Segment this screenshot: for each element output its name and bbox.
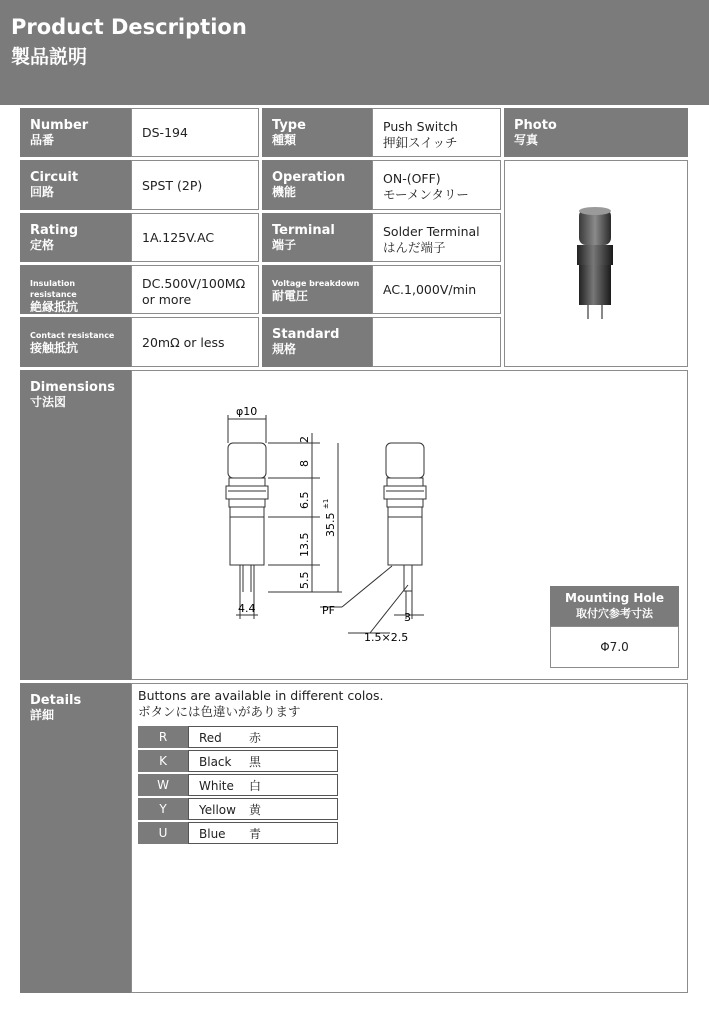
dim-8: 8 (298, 460, 311, 467)
operation-value-en: ON-(OFF) (383, 171, 441, 186)
circuit-value-text: SPST (2P) (142, 178, 203, 193)
details-label-en: Details (30, 693, 82, 708)
terminal-label (262, 213, 372, 262)
type-label-jp: 種類 (272, 133, 297, 147)
color-row (138, 774, 338, 796)
dim-phi: φ10 (236, 405, 258, 418)
dim-3: 3 (404, 611, 411, 624)
insulation-label-jp: 絶縁抵抗 (30, 300, 79, 314)
insulation-value-2: or more (142, 292, 192, 307)
contact-label-jp: 接触抵抗 (30, 341, 79, 355)
color-code: R (138, 726, 188, 748)
color-name-en: White (199, 778, 234, 793)
circuit-label-jp: 回路 (30, 185, 55, 199)
color-row (138, 798, 338, 820)
color-name (188, 726, 338, 748)
dimensions-label (20, 370, 131, 680)
dim-6-5: 6.5 (298, 491, 311, 509)
operation-value-jp: モーメンタリー (383, 187, 469, 202)
rating-label-jp: 定格 (30, 238, 55, 252)
terminal-value-jp: はんだ端子 (383, 240, 446, 255)
photo-label-jp: 写真 (514, 133, 539, 147)
photo-label-en: Photo (514, 118, 557, 133)
mounting-hole-header (550, 586, 679, 626)
dim-pf: PF (322, 604, 335, 617)
dim-2: 2 (298, 436, 311, 443)
dim-13-5: 13.5 (298, 532, 311, 557)
number-label (20, 108, 131, 157)
terminal-value-en: Solder Terminal (383, 224, 480, 239)
mounting-hole-title-en: Mounting Hole (565, 591, 664, 605)
operation-label-en: Operation (272, 170, 346, 185)
color-name-jp: 黒 (249, 754, 262, 769)
page-title-jp: 製品説明 (11, 46, 88, 68)
page-title: Product Description (11, 15, 247, 39)
number-value-text: DS-194 (142, 125, 188, 140)
color-code: W (138, 774, 188, 796)
insulation-label (20, 265, 131, 314)
color-name-en: Yellow (199, 802, 236, 817)
color-code: K (138, 750, 188, 772)
color-name (188, 774, 338, 796)
details-text-jp: ボタンには色違いがあります (138, 704, 301, 719)
operation-value (372, 160, 501, 210)
rating-value (131, 213, 259, 262)
color-row (138, 726, 338, 748)
insulation-value (131, 265, 259, 314)
operation-label-jp: 機能 (272, 185, 297, 199)
color-name-jp: 赤 (249, 730, 262, 745)
standard-label-jp: 規格 (272, 342, 297, 356)
details-label-jp: 詳細 (30, 708, 55, 722)
number-label-jp: 品番 (30, 133, 55, 147)
voltage-label-en: Voltage breakdown (272, 279, 360, 288)
standard-value (372, 317, 501, 367)
type-label-en: Type (272, 118, 306, 133)
contact-value (131, 317, 259, 367)
standard-label-en: Standard (272, 327, 340, 342)
operation-label (262, 160, 372, 210)
circuit-value (131, 160, 259, 210)
product-photo (504, 160, 688, 367)
dim-1-5x2-5: 1.5×2.5 (364, 631, 409, 644)
dim-35-5: 35.5 (324, 512, 337, 537)
standard-label (262, 317, 372, 367)
circuit-label (20, 160, 131, 210)
color-name-en: Red (199, 730, 222, 745)
voltage-label (262, 265, 372, 314)
voltage-label-jp: 耐電圧 (272, 289, 309, 303)
type-value-en: Push Switch (383, 119, 458, 134)
dimensions-label-en: Dimensions (30, 380, 115, 395)
color-row (138, 822, 338, 844)
color-name-jp: 白 (249, 778, 262, 793)
photo-label (504, 108, 688, 157)
contact-label (20, 317, 131, 367)
color-name-jp: 青 (249, 826, 262, 841)
number-label-en: Number (30, 118, 89, 133)
type-value-jp: 押釦スイッチ (383, 135, 458, 150)
insulation-value-1: DC.500V/100MΩ (142, 276, 246, 291)
rating-label (20, 213, 131, 262)
mounting-hole-title-jp: 取付穴参考寸法 (576, 607, 653, 620)
color-code: Y (138, 798, 188, 820)
contact-value-text: 20mΩ or less (142, 335, 225, 350)
color-code: U (138, 822, 188, 844)
dim-tolerance: ±1 (322, 498, 330, 509)
details-label (20, 683, 131, 993)
voltage-value (372, 265, 501, 314)
circuit-label-en: Circuit (30, 170, 79, 185)
rating-value-text: 1A.125V.AC (142, 230, 215, 245)
page-header (0, 0, 709, 105)
color-name (188, 798, 338, 820)
color-table (138, 724, 338, 846)
push-switch-photo (505, 161, 687, 366)
number-value (131, 108, 259, 157)
rating-label-en: Rating (30, 223, 79, 238)
color-name-en: Blue (199, 826, 226, 841)
dim-5-5: 5.5 (298, 571, 311, 589)
mounting-hole-value: Φ7.0 (550, 626, 679, 668)
color-name-en: Black (199, 754, 232, 769)
contact-label-en: Contact resistance (30, 331, 115, 340)
color-row (138, 750, 338, 772)
terminal-value (372, 213, 501, 262)
color-name (188, 750, 338, 772)
details-content (131, 683, 688, 993)
type-value (372, 108, 501, 157)
details-text-en: Buttons are available in different colos. (138, 688, 384, 703)
voltage-value-text: AC.1,000V/min (383, 282, 477, 297)
type-label (262, 108, 372, 157)
dimensions-label-jp: 寸法図 (30, 395, 67, 409)
color-name (188, 822, 338, 844)
terminal-label-jp: 端子 (272, 238, 297, 252)
dim-4-4: 4.4 (238, 602, 256, 615)
insulation-label-en: Insulation resistance (30, 279, 77, 299)
color-name-jp: 黄 (249, 802, 262, 817)
terminal-label-en: Terminal (272, 223, 335, 238)
